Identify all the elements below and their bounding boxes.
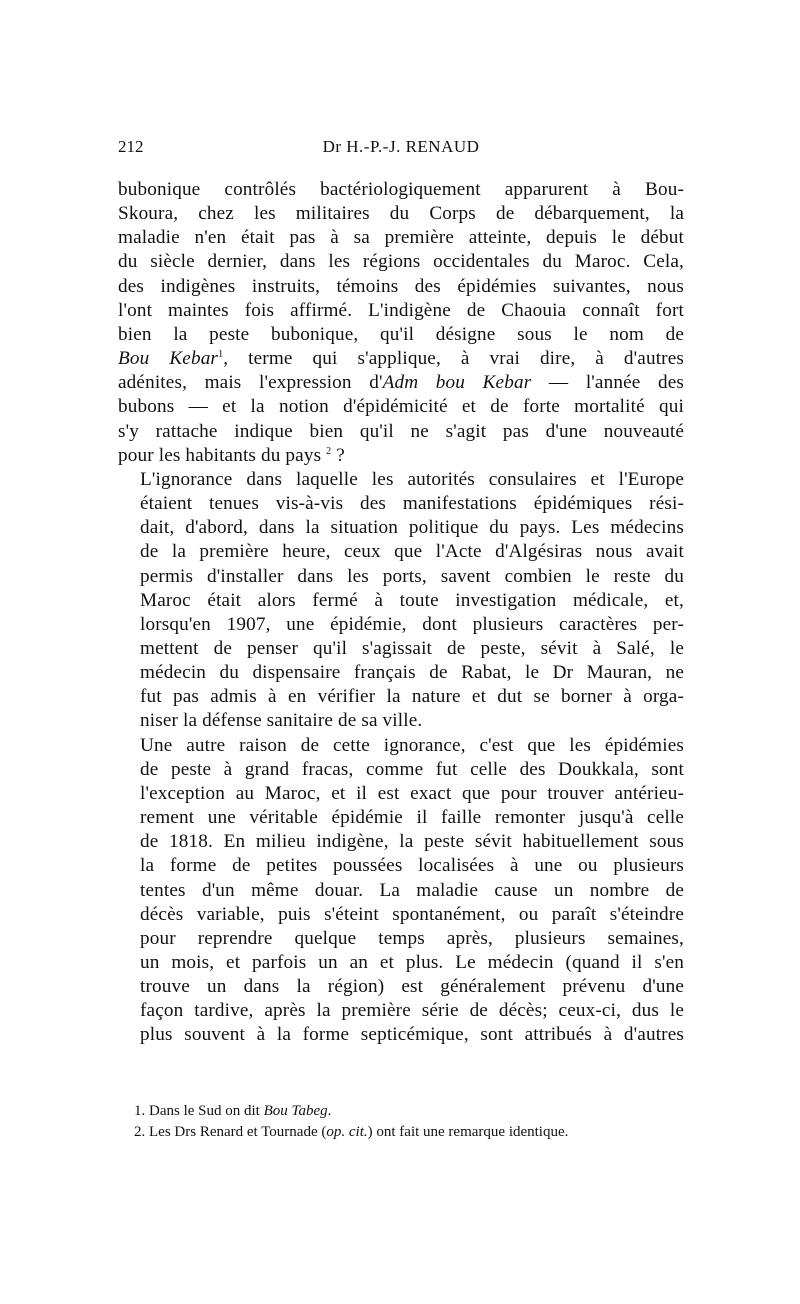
text-fragment: ? [331, 444, 345, 466]
text-line: décès variable, puis s'éteint spontanément, ou paraît s'éteindre [140, 903, 684, 925]
text-line: tentes d'un même douar. La maladie cause un nombre de [140, 879, 684, 901]
paragraph-1 [118, 178, 684, 468]
footnote-italic: op. cit. [326, 1124, 368, 1140]
paragraph-3 [118, 734, 684, 1048]
text-line: façon tardive, après la première série de décès; ceux-ci, dus le [140, 1000, 684, 1022]
text-line: lorsqu'en 1907, une épidémie, dont plusieurs caractères per- [140, 613, 684, 635]
text-line: de la première heure, ceux que l'Acte d'Algésiras nous avait [140, 541, 684, 563]
text-line: trouve un dans la région) est généralement prévenu d'une [140, 976, 684, 998]
term-bou-kebar: Bou Kebar [118, 348, 219, 370]
footnote-ref: 1 [218, 349, 224, 361]
running-head: Dr H.-P.-J. RENAUD [322, 137, 480, 156]
text-line: permis d'installer dans les ports, savent combien le reste du [140, 565, 684, 587]
text-line: plus souvent à la forme septicémique, sont attribués à d'autres [140, 1024, 684, 1046]
text-line: dait, d'abord, dans la situation politique du pays. Les médecins [140, 517, 684, 539]
text-line: bubons — et la notion d'épidémicité et de forte mortalité qui [118, 396, 684, 418]
text-line: s'y rattache indique bien qu'il ne s'agit pas d'une nouveauté [118, 420, 684, 442]
text-line: de 1818. En milieu indigène, la peste sévit habituellement sous [140, 831, 684, 853]
text-line: médecin du dispensaire français de Rabat, le Dr Mauran, ne [140, 662, 684, 684]
text-line: étaient tenues vis-à-vis des manifestations épidémiques rési- [140, 493, 684, 515]
text-fragment: terme qui s'applique, à vrai dire, à d'autres [248, 348, 684, 370]
page-number: 212 [118, 137, 144, 156]
text-line: la forme de petites poussées localisées à une ou plusieurs [140, 855, 684, 877]
text-line: bubonique contrôlés bactériologiquement apparurent à Bou- [118, 179, 684, 200]
footnote-text: ) ont fait une remarque identique. [367, 1124, 569, 1140]
text-line: Une autre raison de cette ignorance, c'est que les épidémies [140, 734, 684, 756]
text-fragment: pour les habitants du pays [118, 444, 322, 466]
text-line: de peste à grand fracas, comme fut celle des Doukkala, sont [140, 758, 684, 780]
text-line: l'exception au Maroc, et il est exact que pour trouver antérieu- [140, 782, 684, 804]
text-line: rement une véritable épidémie il faille remonter jusqu'à celle [140, 807, 684, 829]
text-line: Maroc était alors fermé à toute investigation médicale, et, [140, 589, 684, 611]
text-line: bien la peste bubonique, qu'il désigne sous le nom de [118, 323, 684, 345]
text-line-with-term [118, 371, 684, 395]
footnote-italic: Bou Tabeg [263, 1103, 328, 1119]
text-fragment: — l'année des [531, 372, 685, 394]
footnote-text: Dans le Sud on dit [145, 1103, 264, 1119]
page-header [118, 137, 684, 161]
paragraph-2 [118, 468, 684, 734]
text-line: maladie n'en était pas à sa première atteinte, depuis le début [118, 227, 684, 249]
text-line: un mois, et parfois un an et plus. Le médecin (quand il s'en [140, 952, 684, 973]
text-line: l'ont maintes fois affirmé. L'indigène de Chaouia connaît fort [118, 299, 684, 321]
text-line: pour reprendre quelque temps après, plusieurs semaines, [140, 927, 684, 949]
text-fragment: adénites, mais l'expression d' [118, 372, 383, 394]
text-line: des indigènes instruits, témoins des épidémies suivantes, nous [118, 275, 684, 297]
text-line: niser la défense sanitaire de sa ville. [140, 710, 423, 732]
footnote-ref: 2 [326, 445, 332, 457]
body-text [118, 178, 684, 1048]
footnote-text: Les Drs Renard et Tournade ( [145, 1124, 327, 1140]
text-line-with-term: Bou Kebar$^1$, terme qui s'applique, à vrai dire, à d'autres [118, 348, 684, 370]
footnotes [118, 1101, 698, 1143]
footnote-1 [118, 1101, 698, 1122]
footnote-number: 1. [134, 1103, 146, 1119]
term-adm-bou-kebar: Adm bou Kebar [382, 372, 532, 394]
footnote-number: 2. [134, 1124, 146, 1140]
text-line: Skoura, chez les militaires du Corps de débarquement, la [118, 203, 684, 225]
text-line: L'ignorance dans laquelle les autorités consulaires et l'Europe [140, 468, 684, 490]
text-line: du siècle dernier, dans les régions occidentales du Maroc. Cela, [118, 251, 684, 273]
text-line: mettent de penser qu'il s'agissait de peste, sévit à Salé, le [140, 637, 684, 659]
text-line: fut pas admis à en vérifier la nature et dut se borner à orga- [140, 686, 684, 708]
text-line [118, 444, 684, 468]
footnote-2 [118, 1122, 698, 1143]
footnote-text: . [327, 1103, 332, 1119]
